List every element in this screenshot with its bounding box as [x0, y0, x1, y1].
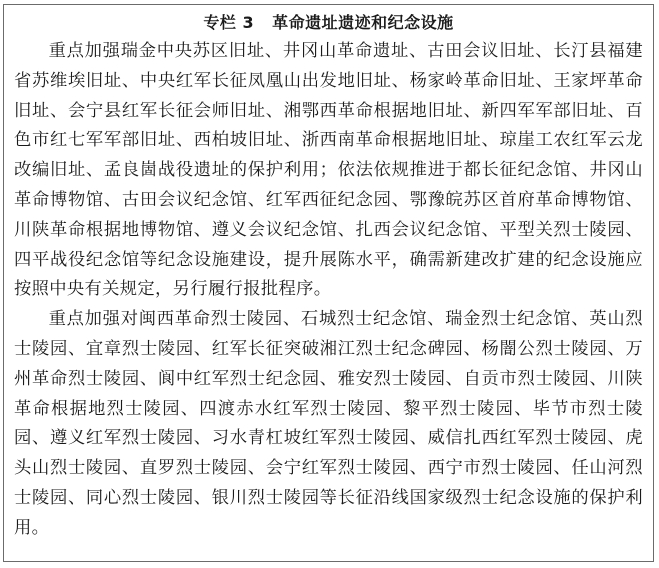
paragraph-martyr-memorials: 重点加强对闽西革命烈士陵园、石城烈士纪念馆、瑞金烈士纪念馆、英山烈士陵园、宜章烈士陵园、红军长征突破湘江烈士纪念碑园、杨闇公烈士陵园、万州革命烈士陵园、阆中红军烈士纪念园、雅安烈士陵园、自贡市烈士陵园、川陕革命根据地烈士陵园、四渡赤水红军烈士陵园、黎平烈士陵园、毕节市烈士陵园、遵义红军烈士陵园、习水青杠坡红军烈士陵园、威信扎西红军烈士陵园、虎头山烈士陵园、直罗烈士陵园、会宁红军烈士陵园、西宁市烈士陵园、任山河烈士陵园、同心烈士陵园、银川烈士陵园等长征沿线国家级烈士纪念设施的保护利用。 — [14, 309, 643, 538]
paragraph-revolutionary-sites: 重点加强瑞金中央苏区旧址、井冈山革命遗址、古田会议旧址、长汀县福建省苏维埃旧址、中央红军长征凤凰山出发地旧址、杨家岭革命旧址、王家坪革命旧址、会宁县红军长征会师旧址、湘鄂西革命根据地旧址、新四军军部旧址、百色市红七军军部旧址、西柏坡旧址、浙西南革命根据地旧址、琼崖工农红军云龙改编旧址、孟良崮战役遗址的保护利用；依法依规推进于都长征纪念馆、井冈山革命博物馆、古田会议纪念馆、红军西征纪念园、鄂豫皖苏区首府革命博物馆、川陕革命根据地博物馆、遵义会议纪念馆、扎西会议纪念馆、平型关烈士陵园、四平战役纪念馆等纪念设施建设，提升展陈水平，确需新建改扩建的纪念设施应按照中央有关规定，另行履行报批程序。 — [14, 41, 643, 300]
column-title — [14, 11, 643, 35]
column-box — [3, 4, 654, 562]
column-title-text: 革命遗址遗迹和纪念设施 — [272, 13, 454, 32]
column-number: 专栏 3 — [203, 13, 255, 32]
